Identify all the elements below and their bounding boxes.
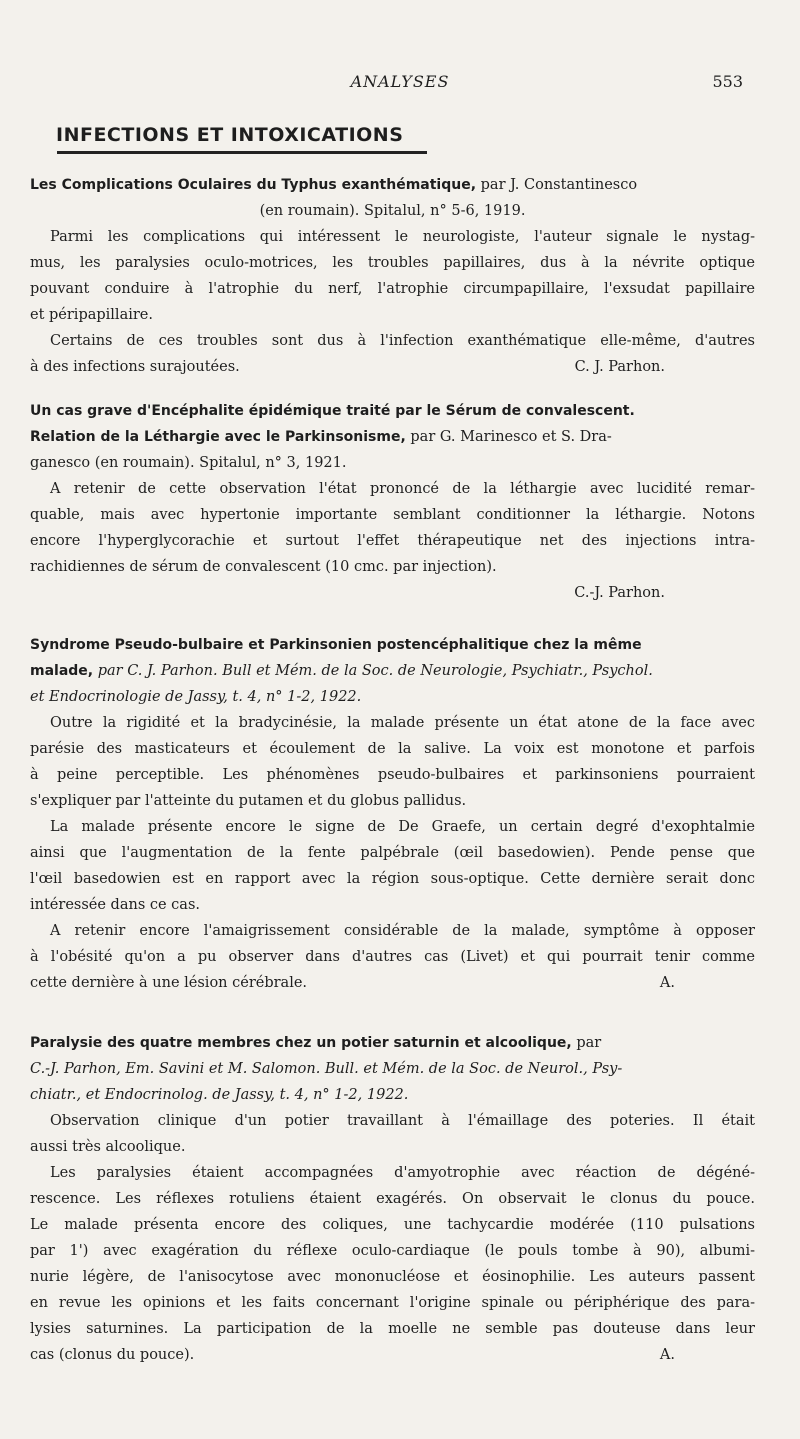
section-title: INFECTIONS ET INTOXICATIONS	[56, 124, 404, 146]
body-line: aussi très alcoolique.	[30, 1139, 186, 1155]
body-line: à peine perceptible. Les phénomènes pseudo-bulbaires et parkinsoniens pourraient	[30, 767, 755, 783]
body-line: lysies saturnines. La participation de la moelle ne semble pas douteuse dans leur	[30, 1321, 755, 1337]
running-title: ANALYSES	[350, 72, 450, 91]
body-line: La malade présente encore le signe de De Graefe, un certain degré d'exophtalmie	[50, 819, 755, 835]
body-line: intéressée dans ce cas.	[30, 897, 200, 913]
signature: A.	[659, 1347, 675, 1363]
article-citation: (en roumain). Spitalul, n° 5-6, 1919.	[259, 203, 526, 219]
signature: A.	[659, 975, 675, 991]
article-title: malade, par C. J. Parhon. Bull et Mém. de la Soc. de Neurologie, Psychiatr., Psychol.	[30, 663, 653, 679]
body-line: A retenir de cette observation l'état prononcé de la léthargie avec lucidité remar-	[50, 481, 755, 497]
body-line: rescence. Les réflexes rotuliens étaient exagérés. On observait le clonus du pouce.	[30, 1191, 755, 1207]
body-line: mus, les paralysies oculo-motrices, les troubles papillaires, dus à la névrite optique	[30, 255, 755, 271]
body-line: Le malade présenta encore des coliques, une tachycardie modérée (110 pulsations	[30, 1217, 755, 1233]
body-line: à des infections surajoutées. C. J. Parhon.	[30, 354, 755, 380]
article-title: Paralysie des quatre membres chez un potier saturnin et alcoolique, par	[30, 1035, 602, 1051]
body-line: s'expliquer par l'atteinte du putamen et du globus pallidus.	[30, 793, 467, 809]
signature: C. J. Parhon.	[574, 359, 665, 375]
article-typhus	[30, 172, 755, 380]
article-citation: et Endocrinologie de Jassy, t. 4, n° 1-2, 1922.	[30, 689, 362, 705]
body-line: en revue les opinions et les faits concernant l'origine spinale ou périphérique des para-	[30, 1295, 755, 1311]
body-line: pouvant conduire à l'atrophie du nerf, l'atrophie circumpapillaire, l'exsudat papillaire	[30, 281, 755, 297]
body-line: parésie des masticateurs et écoulement de la salive. La voix est monotone et parfois	[30, 741, 755, 757]
body-line: Outre la rigidité et la bradycinésie, la malade présente un état atone de la face avec	[50, 715, 755, 731]
body-line: et péripapillaire.	[30, 307, 153, 323]
body-line: Parmi les complications qui intéressent le neurologiste, l'auteur signale le nystag-	[50, 229, 755, 245]
article-encephalite	[30, 398, 755, 606]
body-line: ainsi que l'augmentation de la fente palpébrale (œil basedowien). Pende pense que	[30, 845, 755, 861]
body-line: nurie légère, de l'anisocytose avec mononucléose et éosinophilie. Les auteurs passent	[30, 1269, 755, 1285]
article-citation: C.-J. Parhon, Em. Savini et M. Salomon. Bull. et Mém. de la Soc. de Neurol., Psy-	[30, 1061, 623, 1077]
body-line: encore l'hyperglycorachie et surtout l'effet thérapeutique net des injections intra-	[30, 533, 755, 549]
signature: C.-J. Parhon.	[574, 585, 665, 601]
article-citation: chiatr., et Endocrinolog. de Jassy, t. 4, n° 1-2, 1922.	[30, 1087, 409, 1103]
section-rule	[57, 151, 427, 154]
article-title: Syndrome Pseudo-bulbaire et Parkinsonien postencéphalitique chez la même	[30, 637, 642, 653]
article-title: Les Complications Oculaires du Typhus exanthématique, par J. Constantinesco	[30, 177, 638, 193]
body-line: l'œil basedowien est en rapport avec la région sous-optique. Cette dernière serait donc	[30, 871, 755, 887]
body-line: par 1') avec exagération du réflexe oculo-cardiaque (le pouls tombe à 90), albumi-	[30, 1243, 755, 1259]
article-title: Relation de la Léthargie avec le Parkinsonisme, par G. Marinesco et S. Dra-	[30, 429, 612, 445]
body-line: quable, mais avec hypertonie importante semblant conditionner la léthargie. Notons	[30, 507, 755, 523]
article-title: Un cas grave d'Encéphalite épidémique traité par le Sérum de convalescent.	[30, 403, 635, 419]
article-citation: ganesco (en roumain). Spitalul, n° 3, 1921.	[30, 455, 347, 471]
body-line: Certains de ces troubles sont dus à l'infection exanthématique elle-même, d'autres	[50, 333, 755, 349]
body-line: Observation clinique d'un potier travaillant à l'émaillage des poteries. Il était	[50, 1113, 755, 1129]
body-line: à l'obésité qu'on a pu observer dans d'autres cas (Livet) et qui pourrait tenir comme	[30, 949, 755, 965]
article-syndrome	[30, 632, 755, 996]
body-line: Les paralysies étaient accompagnées d'amyotrophie avec réaction de dégéné-	[50, 1165, 755, 1181]
body-line: rachidiennes de sérum de convalescent (10 cmc. par injection).	[30, 559, 497, 575]
body-line: cette dernière à une lésion cérébrale. A.	[30, 970, 755, 996]
body-line: A retenir encore l'amaigrissement considérable de la malade, symptôme à opposer	[50, 923, 755, 939]
article-paralysie	[30, 1030, 755, 1368]
page-number: 553	[712, 72, 743, 91]
body-line: cas (clonus du pouce). A.	[30, 1342, 755, 1368]
